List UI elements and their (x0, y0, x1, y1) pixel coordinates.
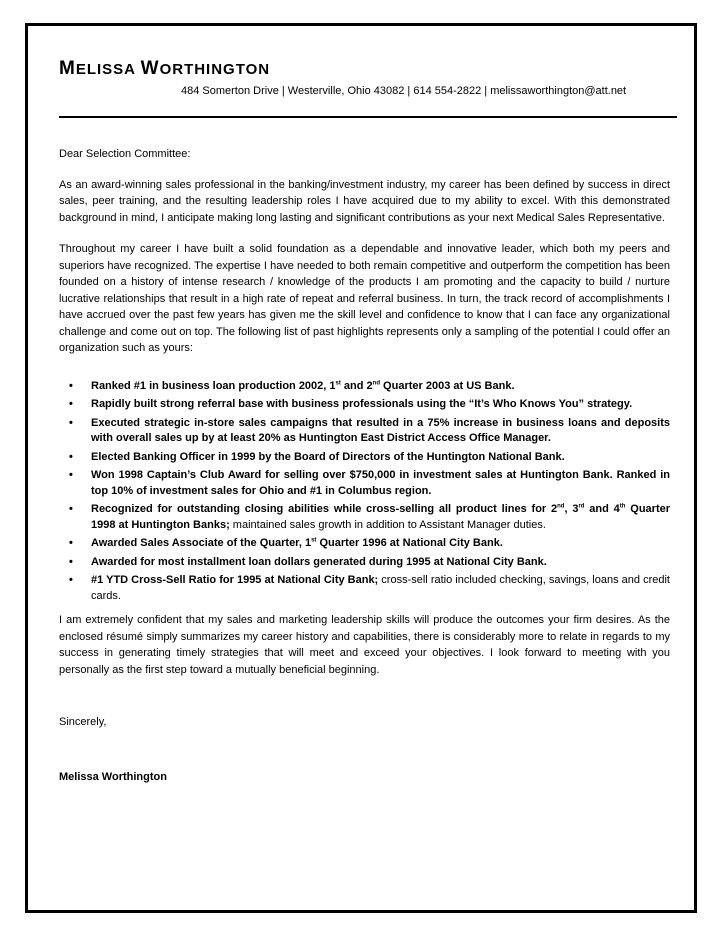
letter-body (59, 146, 670, 785)
paragraph-closing: I am extremely confident that my sales and marketing leadership skills will produce the outcomes your firm desires. As the enclosed résumé simply summarizes my career history and capabilities, there is considerably more to relate in regards to my success in generating timely strategies that will meet and exceed your objectives. I look forward to meeting with you personally as the first step toward a mutually beneficial beginning. (59, 614, 670, 676)
bullet-icon: • (69, 574, 73, 586)
letterhead (59, 58, 670, 98)
bullet-icon: • (69, 450, 73, 463)
list-item: • Won 1998 Captain’s Club Award for selling over $750,000 in investment sales at Huntington Bank. Ranked in top 10% of investment sales for Ohio and #1 in Columbus region. (69, 469, 670, 497)
closing: Sincerely, (59, 716, 107, 728)
highlights-list (59, 379, 670, 605)
bullet-icon: • (69, 503, 73, 515)
bullet-icon: • (69, 555, 73, 568)
bullet-icon: • (69, 537, 73, 549)
salutation: Dear Selection Committee: (59, 148, 191, 160)
bullet-icon: • (69, 469, 73, 481)
paragraph-intro: As an award-winning sales professional in the banking/investment industry, my career has been defined by success in direct sales, peer training, and the resulting leadership roles I have acquired due to my ability to excel. With this demonstrated background in mind, I anticipate making long lasting and significant contributions as your next Medical Sales Representative. (59, 178, 670, 224)
list-item: • Recognized for outstanding closing abilities while cross-selling all product lines for 2nd, 3rd and 4th Quarter 1998 at Huntington Banks; maintained sales growth in addition to Assistant Manager duties. (69, 503, 671, 531)
list-item: • Executed strategic in-store sales campaigns that resulted in a 75% increase in business loans and deposits with overall sales up by at least 20% as Huntington East District Access Office Manager. (69, 416, 670, 444)
applicant-name: MELISSA WORTHINGTON (59, 58, 271, 79)
list-item: • #1 YTD Cross-Sell Ratio for 1995 at National City Bank; cross-sell ratio included checking, savings, loans and credit cards. (69, 574, 670, 602)
list-item: • Awarded Sales Associate of the Quarter, 1st Quarter 1996 at National City Bank. (59, 536, 670, 552)
signature: Melissa Worthington (59, 770, 167, 783)
bullet-icon: • (69, 416, 73, 429)
list-item: • Ranked #1 in business loan production 2002, 1st and 2nd Quarter 2003 at US Bank. (59, 379, 670, 395)
list-item: • Rapidly built strong referral base with business professionals using the “It’s Who Knows You” strategy. (59, 397, 670, 413)
bullet-icon: • (69, 379, 73, 392)
paragraph-career: Throughout my career I have built a solid foundation as a dependable and innovative leader, which both my peers and superiors have recognized. The expertise I have needed to both remain competitive and outperform the competition has been founded on a history of intense research / knowledge of the products I am promoting and the capacity to build / nurture lucrative relationships that result in a high rate of repeat and referral business. In turn, the track record of accomplishments I have accrued over the past few years has given me the skill level and confidence to know that I can face any organizational challenge and come out on top. The following list of past highlights represents only a sampling of the potential I could offer an organization such as yours: (59, 243, 670, 354)
header-divider (59, 116, 677, 118)
contact-line: 484 Somerton Drive | Westerville, Ohio 43082 | 614 554-2822 | melissaworthington@att.net (181, 85, 627, 97)
list-item: • Awarded for most installment loan dollars generated during 1995 at National City Bank. (59, 555, 670, 571)
list-item: • Elected Banking Officer in 1999 by the Board of Directors of the Huntington National Bank. (59, 450, 670, 466)
bullet-icon: • (69, 398, 73, 410)
